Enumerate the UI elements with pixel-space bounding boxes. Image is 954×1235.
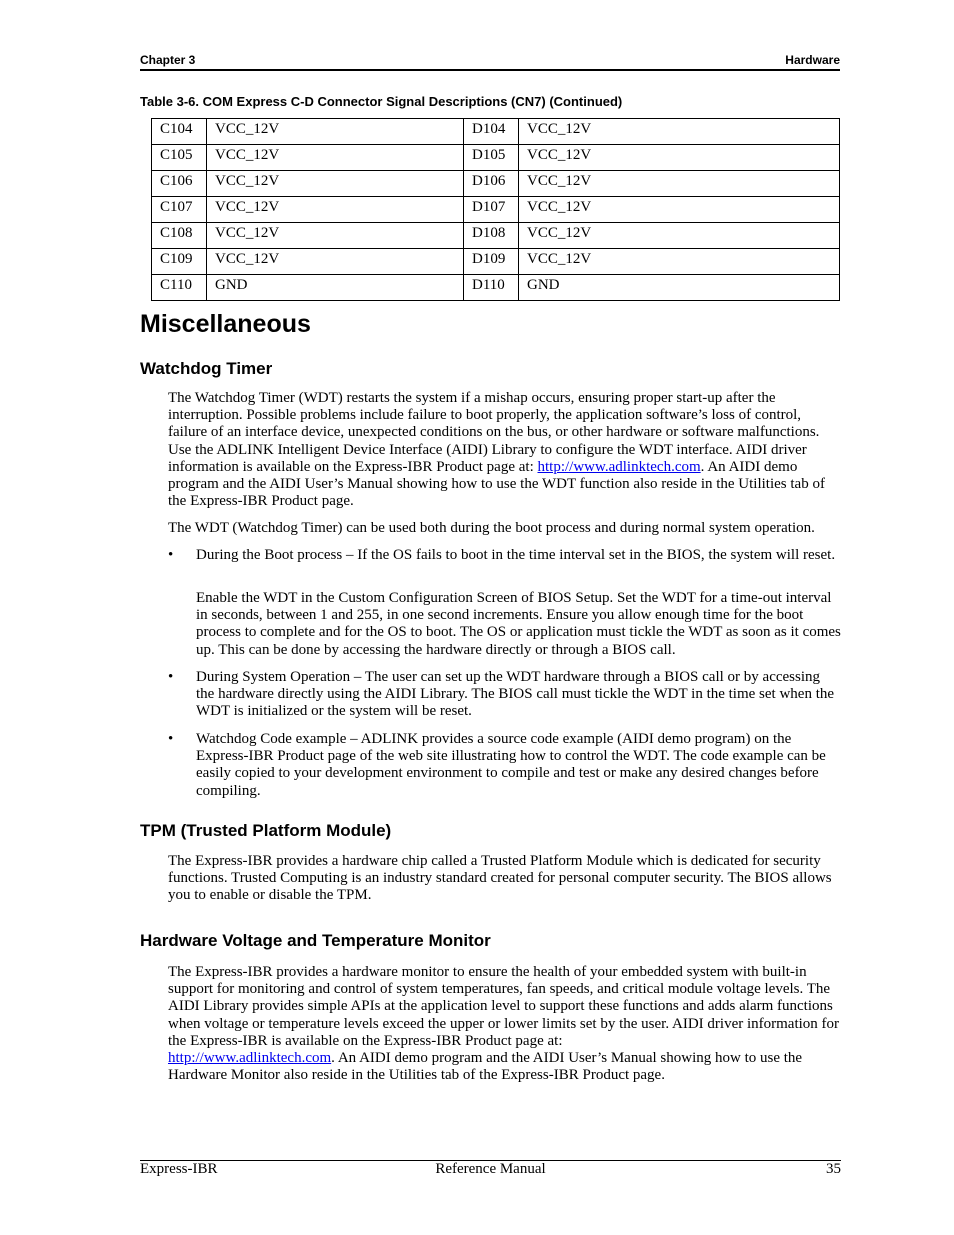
footer-doc-title: Reference Manual (435, 1161, 546, 1177)
signal-d-cell: VCC_12V (519, 249, 840, 275)
signal-d-cell: VCC_12V (519, 119, 840, 145)
page-footer (140, 1160, 841, 1183)
tpm-heading: TPM (Trusted Platform Module) (140, 821, 392, 840)
hwmon-p1-text: The Express-IBR provides a hardware monitor to ensure the health of your embedded system with built-in support for monitoring and control of system temperatures, fan speeds, and critical module voltage levels. The AIDI Library provides simple APIs at the application level to support these functions and adds alarm functions when voltage or temperature levels exceed the upper or lower limits set by the user. AIDI driver information for the Express-IBR is available on the Express-IBR Product page at: (168, 964, 840, 1049)
footer-product: Express-IBR (140, 1161, 218, 1177)
table-row (152, 223, 840, 249)
signal-c-cell: GND (207, 275, 464, 301)
pin-d-cell: D109 (464, 249, 519, 275)
hwmon-heading: Hardware Voltage and Temperature Monitor (140, 931, 491, 950)
adlink-link[interactable]: http://www.adlinktech.com (537, 458, 701, 475)
signal-d-cell: VCC_12V (519, 223, 840, 249)
signal-c-cell: VCC_12V (207, 249, 464, 275)
pin-c-cell: C106 (152, 171, 207, 197)
tpm-paragraph: The Express-IBR provides a hardware chip called a Trusted Platform Module which is dedicated for security functions. Trusted Computing is an industry standard created for personal computer security. The BIOS allows you to enable or disable the TPM. (168, 853, 832, 904)
watchdog-p1-text-after: . An AIDI demo program and the AIDI User’s Manual showing how to use the WDT function also reside in the Utilities tab of the Express-IBR Product page. (168, 458, 825, 510)
watchdog-paragraph-1 (168, 390, 842, 510)
signal-d-cell: VCC_12V (519, 197, 840, 223)
pin-d-cell: D110 (464, 275, 519, 301)
table-row (152, 171, 840, 197)
table-row (152, 197, 840, 223)
pin-c-cell: C105 (152, 145, 207, 171)
bullet-marker: • (168, 547, 174, 563)
pin-c-cell: C108 (152, 223, 207, 249)
pin-c-cell: C110 (152, 275, 207, 301)
pin-d-cell: D108 (464, 223, 519, 249)
bullet-system-operation: During System Operation – The user can set up the WDT hardware through a BIOS call or by accessing the hardware directly using the AIDI Library. The BIOS call must tickle the WDT in the time set when the WDT is initialized or the system will be reset. (196, 669, 835, 720)
watchdog-p1-text: The Watchdog Timer (WDT) restarts the system if a mishap occurs, ensuring proper start-up after the interruption. Possible problems include failure to boot properly, the application software’s loss of control, failure of an interface device, unexpected conditions on the bus, or other hardware or software malfunctions. Use the ADLINK Intelligent Device Interface (AIDI) Library to configure the WDT interface. AIDI driver information is available on the Express-IBR Product page at: (168, 390, 820, 475)
pin-c-cell: C109 (152, 249, 207, 275)
page-header (140, 52, 840, 71)
adlink-link[interactable]: http://www.adlinktech.com (168, 1050, 332, 1067)
table-row (152, 275, 840, 301)
header-section: Hardware (785, 53, 840, 67)
table-row (152, 119, 840, 145)
pin-d-cell: D104 (464, 119, 519, 145)
hwmon-paragraph (168, 964, 842, 1084)
page-number: 35 (826, 1161, 841, 1177)
pin-c-cell: C104 (152, 119, 207, 145)
hwmon-p1-text-after: . An AIDI demo program and the AIDI User’s Manual showing how to use the Hardware Monitor also reside in the Utilities tab of the Express-IBR Product page. (168, 1050, 803, 1084)
bullet-boot-process: During the Boot process – If the OS fails to boot in the time interval set in the BIOS, the system will reset. (196, 547, 836, 563)
signal-c-cell: VCC_12V (207, 145, 464, 171)
pin-c-cell: C107 (152, 197, 207, 223)
watchdog-heading: Watchdog Timer (140, 359, 273, 378)
pin-d-cell: D107 (464, 197, 519, 223)
signal-d-cell: VCC_12V (519, 171, 840, 197)
table-row (152, 145, 840, 171)
watchdog-paragraph-2: The WDT (Watchdog Timer) can be used both during the boot process and during normal system operation. (168, 520, 815, 536)
signal-c-cell: VCC_12V (207, 223, 464, 249)
pin-d-cell: D105 (464, 145, 519, 171)
signal-table (151, 118, 840, 301)
bullet-code-example: Watchdog Code example – ADLINK provides a source code example (AIDI demo program) on the Express-IBR Product page of the web site illustrating how to control the WDT. The code example can be easily copied to your development environment to compile and test or make any desired changes before compiling. (196, 731, 826, 799)
section-title: Miscellaneous (140, 310, 311, 338)
table-row (152, 249, 840, 275)
header-chapter: Chapter 3 (140, 53, 196, 67)
signal-d-cell: GND (519, 275, 840, 301)
signal-c-cell: VCC_12V (207, 171, 464, 197)
signal-d-cell: VCC_12V (519, 145, 840, 171)
pin-d-cell: D106 (464, 171, 519, 197)
bullet-marker: • (168, 669, 174, 685)
signal-c-cell: VCC_12V (207, 119, 464, 145)
bullet-boot-process-detail: Enable the WDT in the Custom Configuration Screen of BIOS Setup. Set the WDT for a time-out interval in seconds, between 1 and 255, in one second increments. Ensure you allow enough time for the boot process to complete and for the OS to boot. The OS or application must tickle the WDT as soon as it comes up. This can be done by accessing the hardware directly or through a BIOS call. (196, 590, 841, 658)
table-caption: Table 3-6. COM Express C-D Connector Signal Descriptions (CN7) (Continued) (140, 94, 623, 109)
signal-c-cell: VCC_12V (207, 197, 464, 223)
bullet-marker: • (168, 731, 174, 747)
